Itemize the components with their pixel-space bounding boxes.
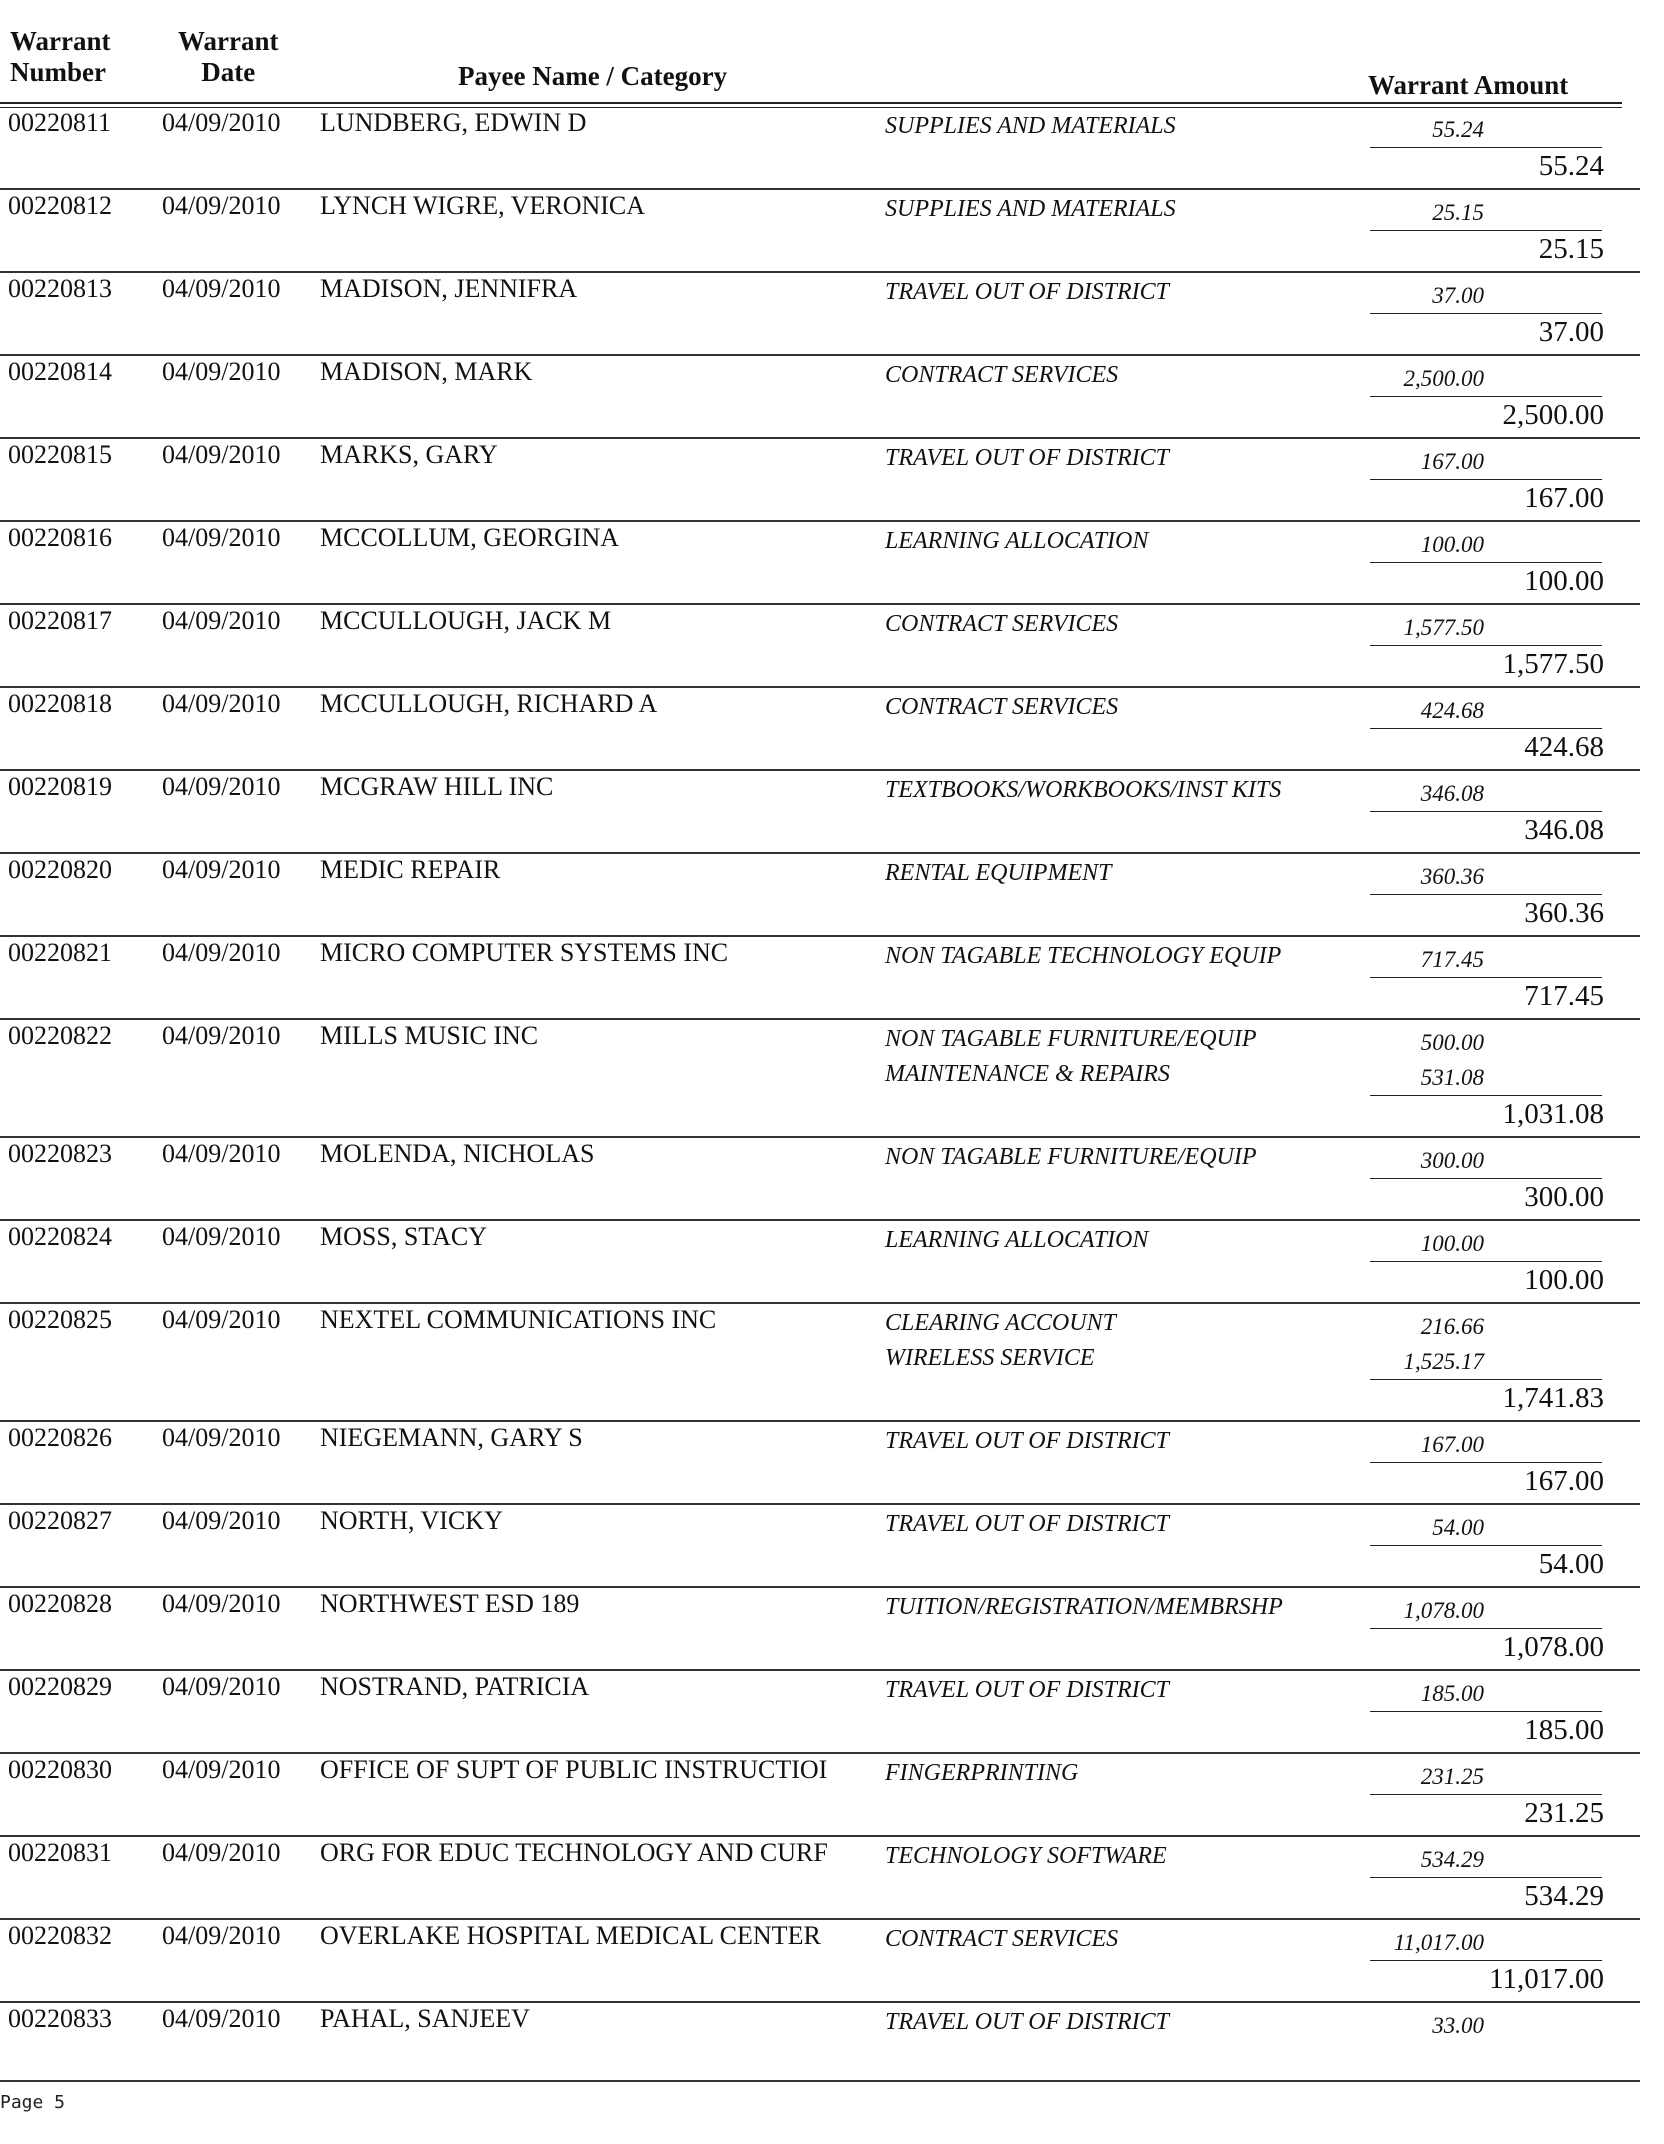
line-amount: 54.00 [1432,1515,1484,1540]
warrant-total: 2,500.00 [1502,399,1604,431]
payee-name: MOLENDA, NICHOLAS [320,1139,595,1168]
subtotal-rule [1370,230,1602,231]
line-amount: 2,500.00 [1403,366,1484,391]
category: CLEARING ACCOUNT [885,1310,1116,1336]
payee-name: MEDIC REPAIR [320,855,501,884]
warrant-number: 00220825 [8,1305,112,1334]
category: CONTRACT SERVICES [885,694,1119,720]
warrant-date: 04/09/2010 [162,191,281,220]
subtotal-rule [1370,728,1602,729]
header-warrant-number [10,26,111,88]
line-amount: 167.00 [1420,1432,1484,1457]
category: SUPPLIES AND MATERIALS [885,113,1176,139]
payee-name: MILLS MUSIC INC [320,1021,539,1050]
subtotal-rule [1370,1545,1602,1546]
category: NON TAGABLE FURNITURE/EQUIP [885,1144,1257,1170]
warrant-date: 04/09/2010 [162,1021,281,1050]
line-amount: 1,577.50 [1403,615,1484,640]
line-amount: 534.29 [1420,1847,1484,1872]
table-row [0,854,1664,937]
subtotal-rule [1370,1877,1602,1878]
warrant-date: 04/09/2010 [162,1222,281,1251]
category: LEARNING ALLOCATION [885,1227,1149,1253]
category: LEARNING ALLOCATION [885,528,1149,554]
table-row [0,937,1664,1020]
header-warrant-number-line2: Number [10,57,106,87]
payee-name: OVERLAKE HOSPITAL MEDICAL CENTER [320,1921,821,1950]
subtotal-rule [1370,1960,1602,1961]
table-row [0,1671,1664,1754]
payee-name: LYNCH WIGRE, VERONICA [320,191,646,220]
category: CONTRACT SERVICES [885,1926,1119,1952]
table-row [0,273,1664,356]
subtotal-rule [1370,1711,1602,1712]
warrant-number: 00220821 [8,938,112,967]
warrant-date: 04/09/2010 [162,1305,281,1334]
category: SUPPLIES AND MATERIALS [885,196,1176,222]
warrant-number: 00220829 [8,1672,112,1701]
payee-name: OFFICE OF SUPT OF PUBLIC INSTRUCTIOI [320,1755,828,1784]
subtotal-rule [1370,645,1602,646]
warrant-number: 00220833 [8,2004,112,2033]
category: TRAVEL OUT OF DISTRICT [885,445,1169,471]
warrant-date: 04/09/2010 [162,855,281,884]
table-row [0,439,1664,522]
warrant-total: 185.00 [1524,1714,1604,1746]
line-amount: 185.00 [1420,1681,1484,1706]
line-amount: 37.00 [1432,283,1484,308]
table-row [0,190,1664,273]
warrant-total: 25.15 [1538,233,1604,265]
line-amount: 55.24 [1432,117,1484,142]
line-amount: 300.00 [1420,1148,1484,1173]
table-row [0,1422,1664,1505]
payee-name: MCCULLOUGH, RICHARD A [320,689,658,718]
warrant-total: 360.36 [1524,897,1604,929]
subtotal-rule [1370,562,1602,563]
category: CONTRACT SERVICES [885,362,1119,388]
payee-name: LUNDBERG, EDWIN D [320,108,587,137]
warrant-date: 04/09/2010 [162,440,281,469]
warrant-total: 300.00 [1524,1181,1604,1213]
subtotal-rule [1370,1794,1602,1795]
payee-name: MCCOLLUM, GEORGINA [320,523,619,552]
payee-name: MADISON, MARK [320,357,533,386]
warrant-date: 04/09/2010 [162,689,281,718]
payee-name: NORTH, VICKY [320,1506,503,1535]
line-amount: 167.00 [1420,449,1484,474]
header-warrant-date-line2: Date [201,57,256,87]
warrant-number: 00220832 [8,1921,112,1950]
warrant-date: 04/09/2010 [162,1838,281,1867]
warrant-date: 04/09/2010 [162,357,281,386]
warrant-number: 00220830 [8,1755,112,1784]
warrant-total: 100.00 [1524,1264,1604,1296]
warrant-number: 00220822 [8,1021,112,1050]
warrant-total: 37.00 [1538,316,1604,348]
warrant-number: 00220816 [8,523,112,552]
table-row [0,1754,1664,1837]
warrant-number: 00220818 [8,689,112,718]
table-row [0,1138,1664,1221]
warrant-total: 231.25 [1524,1797,1604,1829]
table-row [0,522,1664,605]
warrant-date: 04/09/2010 [162,523,281,552]
category: WIRELESS SERVICE [885,1345,1095,1371]
table-row [0,2003,1664,2086]
warrant-number: 00220813 [8,274,112,303]
bottom-rule [0,2080,1640,2082]
warrant-date: 04/09/2010 [162,1139,281,1168]
table-row [0,1588,1664,1671]
line-amount: 100.00 [1420,1231,1484,1256]
warrant-total: 55.24 [1538,150,1604,182]
subtotal-rule [1370,1462,1602,1463]
warrant-number: 00220814 [8,357,112,386]
table-row [0,1920,1664,2003]
header-amount: Warrant Amount [1368,70,1569,100]
category: TRAVEL OUT OF DISTRICT [885,1428,1169,1454]
warrant-date: 04/09/2010 [162,274,281,303]
warrant-total: 1,031.08 [1502,1098,1604,1130]
warrant-date: 04/09/2010 [162,938,281,967]
payee-name: MADISON, JENNIFRA [320,274,578,303]
line-amount: 531.08 [1420,1065,1484,1090]
subtotal-rule [1370,1178,1602,1179]
warrant-number: 00220823 [8,1139,112,1168]
subtotal-rule [1370,977,1602,978]
warrant-date: 04/09/2010 [162,1589,281,1618]
category: TECHNOLOGY SOFTWARE [885,1843,1167,1869]
payee-name: NORTHWEST ESD 189 [320,1589,580,1618]
table-row [0,1837,1664,1920]
payee-name: NIEGEMANN, GARY S [320,1423,583,1452]
category: TEXTBOOKS/WORKBOOKS/INST KITS [885,777,1282,803]
line-amount: 1,078.00 [1403,1598,1484,1623]
warrant-total: 1,741.83 [1502,1382,1604,1414]
subtotal-rule [1370,1628,1602,1629]
warrant-date: 04/09/2010 [162,2004,281,2033]
header-warrant-date-line1: Warrant [178,26,279,56]
warrant-total: 424.68 [1524,731,1604,763]
subtotal-rule [1370,1095,1602,1096]
category: FINGERPRINTING [885,1760,1079,1786]
warrant-date: 04/09/2010 [162,772,281,801]
category: NON TAGABLE TECHNOLOGY EQUIP [885,943,1282,969]
table-row [0,356,1664,439]
table-row [0,688,1664,771]
line-amount: 717.45 [1420,947,1484,972]
line-amount: 360.36 [1420,864,1484,889]
warrant-number: 00220831 [8,1838,112,1867]
warrant-total: 346.08 [1524,814,1604,846]
table-row [0,1221,1664,1304]
line-amount: 25.15 [1432,200,1484,225]
category: TUITION/REGISTRATION/MEMBRSHP [885,1594,1283,1620]
category: RENTAL EQUIPMENT [885,860,1112,886]
warrant-number: 00220817 [8,606,112,635]
payee-name: MOSS, STACY [320,1222,487,1251]
warrant-date: 04/09/2010 [162,1423,281,1452]
line-amount: 424.68 [1420,698,1484,723]
category: TRAVEL OUT OF DISTRICT [885,2009,1169,2035]
subtotal-rule [1370,479,1602,480]
table-row [0,107,1664,190]
warrant-date: 04/09/2010 [162,606,281,635]
category: MAINTENANCE & REPAIRS [885,1061,1170,1087]
warrant-total: 1,078.00 [1502,1631,1604,1663]
warrant-total: 1,577.50 [1502,648,1604,680]
warrant-number: 00220811 [8,108,112,137]
warrant-total: 100.00 [1524,565,1604,597]
warrant-number: 00220819 [8,772,112,801]
payee-name: NOSTRAND, PATRICIA [320,1672,590,1701]
subtotal-rule [1370,147,1602,148]
header-warrant-date [178,26,279,88]
line-amount: 33.00 [1432,2013,1484,2038]
line-amount: 346.08 [1420,781,1484,806]
line-amount: 500.00 [1420,1030,1484,1055]
warrant-date: 04/09/2010 [162,1672,281,1701]
warrant-number: 00220828 [8,1589,112,1618]
header-payee: Payee Name / Category [458,61,728,91]
table-row [0,1505,1664,1588]
payee-name: MCGRAW HILL INC [320,772,554,801]
warrant-number: 00220820 [8,855,112,884]
subtotal-rule [1370,894,1602,895]
subtotal-rule [1370,1379,1602,1380]
category: CONTRACT SERVICES [885,611,1119,637]
category: TRAVEL OUT OF DISTRICT [885,1677,1169,1703]
warrant-number: 00220815 [8,440,112,469]
header-warrant-number-line1: Warrant [10,26,111,56]
payee-name: MICRO COMPUTER SYSTEMS INC [320,938,729,967]
subtotal-rule [1370,396,1602,397]
table-row [0,1304,1664,1422]
warrant-total: 534.29 [1524,1880,1604,1912]
warrant-total: 11,017.00 [1489,1963,1604,1995]
line-amount: 231.25 [1420,1764,1484,1789]
warrant-date: 04/09/2010 [162,1921,281,1950]
payee-name: ORG FOR EDUC TECHNOLOGY AND CURF [320,1838,828,1867]
warrant-date: 04/09/2010 [162,1755,281,1784]
table-row [0,771,1664,854]
line-amount: 100.00 [1420,532,1484,557]
warrant-number: 00220812 [8,191,112,220]
warrant-total: 167.00 [1524,482,1604,514]
payee-name: PAHAL, SANJEEV [320,2004,530,2033]
header-rule [0,102,1622,104]
subtotal-rule [1370,1261,1602,1262]
payee-name: MARKS, GARY [320,440,498,469]
category: TRAVEL OUT OF DISTRICT [885,279,1169,305]
warrant-total: 167.00 [1524,1465,1604,1497]
warrant-date: 04/09/2010 [162,1506,281,1535]
payee-name: NEXTEL COMMUNICATIONS INC [320,1305,717,1334]
table-row [0,1020,1664,1138]
warrant-number: 00220824 [8,1222,112,1251]
subtotal-rule [1370,811,1602,812]
warrant-number: 00220827 [8,1506,112,1535]
page-number: Page 5 [0,2092,66,2113]
warrant-number: 00220826 [8,1423,112,1452]
table-row [0,605,1664,688]
warrant-total: 717.45 [1524,980,1604,1012]
payee-name: MCCULLOUGH, JACK M [320,606,612,635]
line-amount: 216.66 [1420,1314,1484,1339]
subtotal-rule [1370,313,1602,314]
warrant-total: 54.00 [1538,1548,1604,1580]
category: NON TAGABLE FURNITURE/EQUIP [885,1026,1257,1052]
warrant-date: 04/09/2010 [162,108,281,137]
line-amount: 11,017.00 [1393,1930,1484,1955]
line-amount: 1,525.17 [1403,1349,1484,1374]
category: TRAVEL OUT OF DISTRICT [885,1511,1169,1537]
